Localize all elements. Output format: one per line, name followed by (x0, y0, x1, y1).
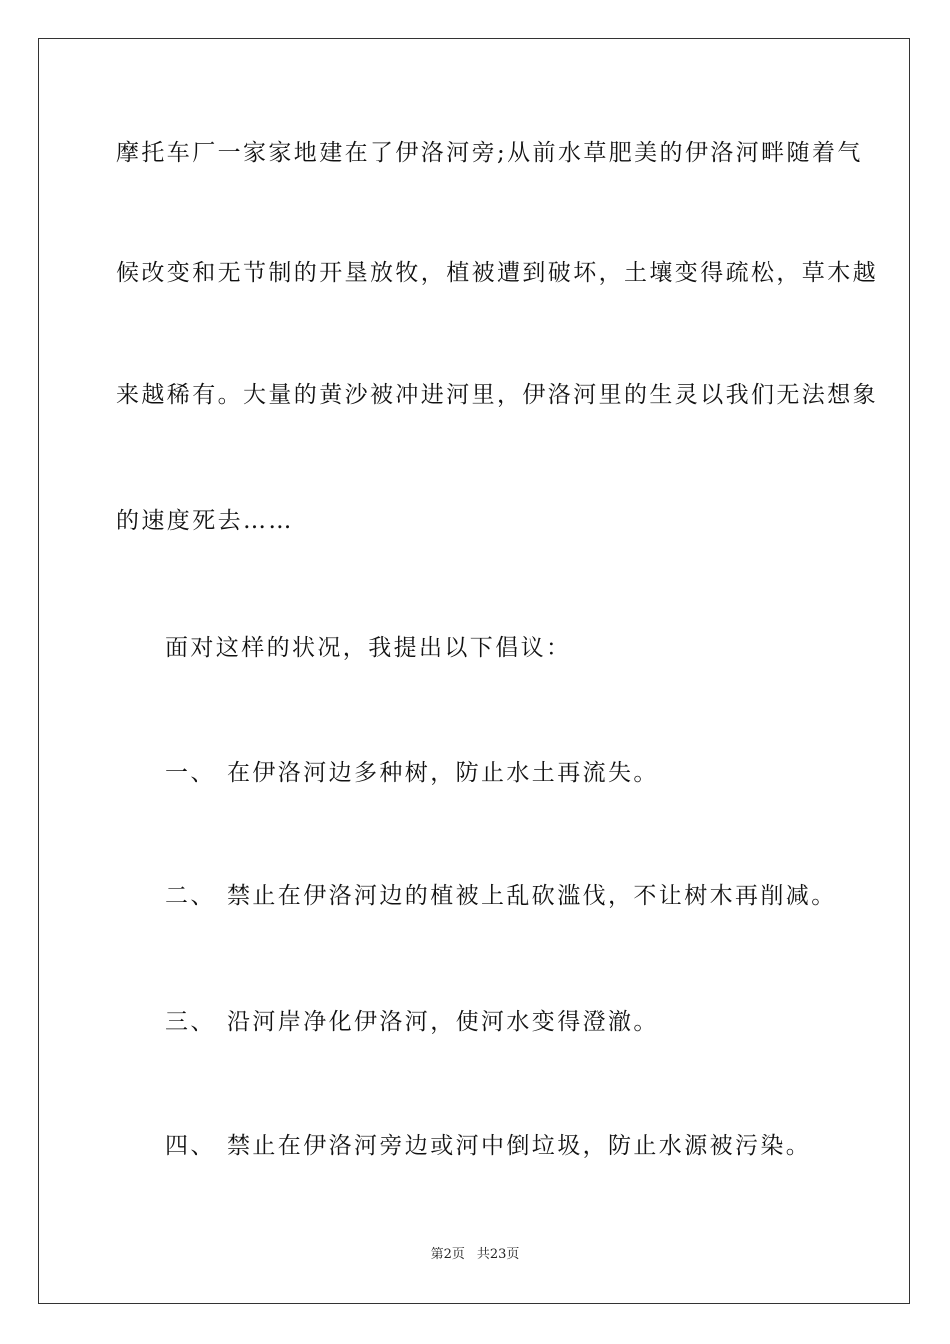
page-border (38, 38, 910, 1304)
proposal-text: 在伊洛河边多种树，防止水土再流失。 (227, 760, 659, 786)
proposal-text: 沿河岸净化伊洛河，使河水变得澄澈。 (227, 1009, 659, 1035)
proposal-number: 三、 (165, 1009, 216, 1035)
proposal-text: 禁止在伊洛河边的植被上乱砍滥伐，不让树木再削减。 (227, 883, 837, 909)
proposal-text: 禁止在伊洛河旁边或河中倒垃圾，防止水源被污染。 (227, 1133, 812, 1159)
proposal-number: 一、 (165, 760, 216, 786)
current-page: 第2页 (430, 1247, 465, 1262)
intro-text: 面对这样的状况，我提出以下倡议： (165, 635, 572, 661)
page-footer (0, 1246, 950, 1264)
paragraph-line: 候改变和无节制的开垦放牧，植被遭到破坏，土壤变得疏松，草木越 (116, 260, 878, 286)
proposal-item (165, 758, 659, 788)
paragraph-line: 摩托车厂一家家地建在了伊洛河旁;从前水草肥美的伊洛河畔随着气 (116, 140, 863, 166)
paragraph-line: 的速度死去…… (116, 508, 294, 534)
paragraph-line: 来越稀有。大量的黄沙被冲进河里，伊洛河里的生灵以我们无法想象 (116, 382, 878, 408)
total-pages: 共23页 (476, 1247, 520, 1262)
proposal-number: 四、 (165, 1133, 216, 1159)
proposal-item (165, 881, 837, 911)
proposal-number: 二、 (165, 883, 216, 909)
proposal-item (165, 1131, 811, 1161)
proposal-item (165, 1007, 659, 1037)
